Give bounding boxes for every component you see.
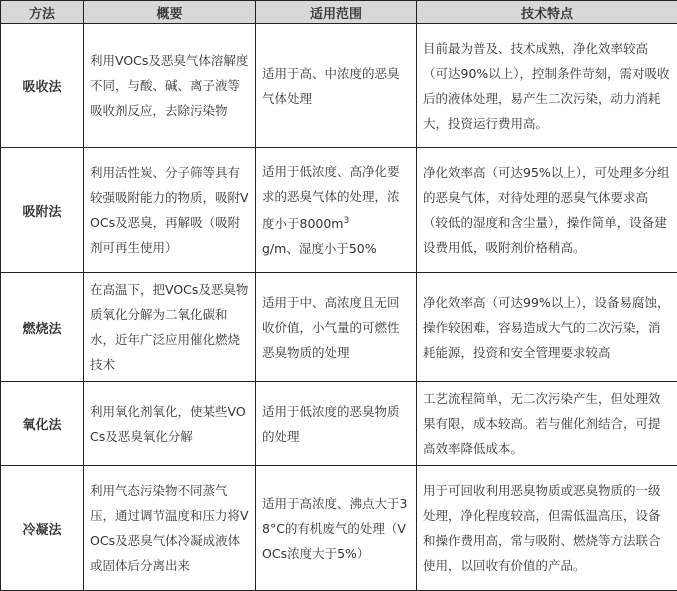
header-scope: 适用范围: [256, 1, 417, 24]
scope-cell: [256, 148, 417, 273]
scope-cell: 适用于高浓度、沸点大于38°C的有机废气的处理（VOCs浓度大于5%）: [256, 466, 417, 591]
method-cell: 氧化法: [1, 382, 84, 466]
features-cell: 净化效率高（可达99%以上），设备易腐蚀，操作较困难，容易造成大气的二次污染，消耗能源，投资和安全管理要求较高: [417, 273, 677, 382]
overview-cell: 利用氧化剂氧化，使某些VOCs及恶臭氧化分解: [84, 382, 256, 466]
overview-cell: 在高温下，把VOCs及恶臭物质氧化分解为二氧化碳和水，近年广泛应用催化燃烧技术: [84, 273, 256, 382]
table-row: [1, 382, 677, 466]
header-row: [1, 1, 677, 24]
header-method: 方法: [1, 1, 84, 24]
header-features: 技术特点: [417, 1, 677, 24]
table-row: [1, 273, 677, 382]
scope-cell: 适用于高、中浓度的恶臭气体处理: [256, 24, 417, 148]
table-row: [1, 466, 677, 591]
scope-text-end: 、湿度小于50%: [286, 241, 376, 256]
scope-unit: g/m: [262, 241, 286, 256]
features-cell: 用于可回收利用恶臭物质或恶臭物质的一级处理，净化程度较高，但需低温高压，设备和操作费用高，常与吸附、燃烧等方法联合使用，以回收有价值的产品。: [417, 466, 677, 591]
table-row: [1, 148, 677, 273]
scope-cell: 适用于低浓度的恶臭物质的处理: [256, 382, 417, 466]
method-cell: 燃烧法: [1, 273, 84, 382]
method-cell: 冷凝法: [1, 466, 84, 591]
scope-cell: 适用于中、高浓度且无回收价值，小气量的可燃性恶臭物质的处理: [256, 273, 417, 382]
method-cell: 吸附法: [1, 148, 84, 273]
unit-superscript: 3: [344, 216, 350, 226]
overview-cell: 利用VOCs及恶臭气体溶解度不同，与酸、碱、离子液等吸收剂反应，去除污染物: [84, 24, 256, 148]
overview-cell: 利用活性炭、分子筛等具有较强吸附能力的物质，吸附VOCs及恶臭，再解吸（吸附剂可再生使用）: [84, 148, 256, 273]
features-cell: 工艺流程简单，无二次污染产生，但处理效果有限，成本较高。若与催化剂结合，可提高效率降低成本。: [417, 382, 677, 466]
features-cell: 净化效率高（可达95%以上），可处理多分组的恶臭气体，对待处理的恶臭气体要求高（较低的湿度和含尘量），操作简单，设备建设费用低，吸附剂价格稍高。: [417, 148, 677, 273]
table-row: [1, 24, 677, 148]
method-cell: 吸收法: [1, 24, 84, 148]
features-cell: 目前最为普及、技术成熟，净化效率较高（可达90%以上），控制条件苛刻，需对吸收后的液体处理，易产生二次污染，动力消耗大，投资运行费用高。: [417, 24, 677, 148]
scope-text: 适用于低浓度、高净化要求的恶臭气体的处理，浓度小于8000m: [262, 164, 400, 231]
overview-cell: 利用气态污染物不同蒸气压，通过调节温度和压力将VOCs及恶臭气体冷凝成液体或固体后分离出来: [84, 466, 256, 591]
header-overview: 概要: [84, 1, 256, 24]
